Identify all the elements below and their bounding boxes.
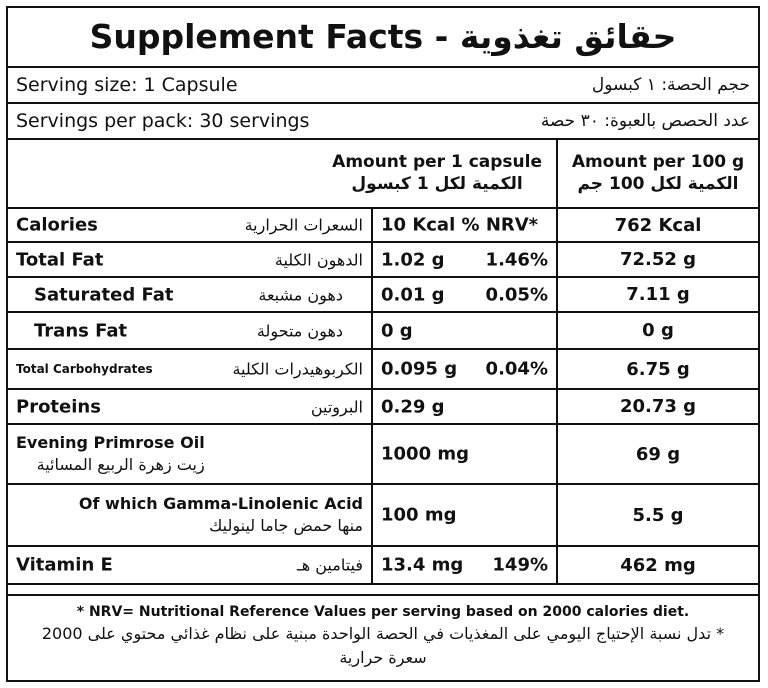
row-amount-value: 10 Kcal % NRV*: [381, 214, 539, 236]
row-amount-nrv: 1.46%: [485, 249, 548, 270]
row-amount: [372, 484, 557, 546]
header-per-100g: [557, 138, 758, 208]
row-per-100g: 7.11 g: [557, 277, 758, 312]
header-per-capsule-ar: الكمية لكل 1 كبسول: [351, 173, 523, 194]
servings-per-pack-en: Servings per pack: 30 servings: [16, 110, 310, 132]
row-per-100g: 20.73 g: [557, 389, 758, 424]
row-label-ar: منها حمض جاما لينوليك: [209, 516, 363, 535]
header-per-100g-en: Amount per 100 g: [571, 151, 745, 172]
row-amount-value: 100 mg: [381, 504, 457, 526]
row-amount-value: 1.02 g: [381, 249, 445, 270]
row-label-ar: السعرات الحرارية: [244, 215, 363, 235]
row-amount-value: 1000 mg: [381, 443, 470, 465]
table-row: [8, 484, 758, 546]
row-label: [8, 349, 372, 389]
header-spacer: [8, 138, 372, 208]
row-label-ar: البروتين: [310, 397, 363, 416]
table-header-row: [8, 138, 758, 208]
row-label-en: Total Carbohydrates: [16, 362, 153, 376]
header-per-capsule: [332, 138, 557, 208]
row-amount: [372, 312, 557, 349]
row-label-ar: دهون متحولة: [256, 321, 343, 340]
row-label: [8, 546, 372, 584]
row-amount-value: 0.095 g: [381, 358, 458, 380]
row-amount-nrv: 0.05%: [485, 284, 548, 305]
row-label-ar: الدهون الكلية: [274, 250, 363, 269]
row-label-ar: زيت زهرة الربيع المسائية: [36, 455, 205, 474]
row-amount: [372, 424, 557, 484]
row-label-en: Calories: [16, 214, 98, 236]
row-label: [8, 312, 372, 349]
row-label-en: Proteins: [16, 396, 101, 417]
row-label-en: Vitamin E: [16, 554, 113, 576]
row-amount-value: 0.29 g: [381, 396, 445, 417]
row-per-100g: 462 mg: [557, 546, 758, 584]
row-label-ar: دهون مشبعة: [258, 285, 343, 304]
row-amount-nrv: 0.04%: [485, 358, 548, 380]
table-row: [8, 277, 758, 312]
row-per-100g: 72.52 g: [557, 242, 758, 277]
row-per-100g: 0 g: [557, 312, 758, 349]
row-label-ar: الكربوهيدرات الكلية: [232, 359, 363, 379]
row-label: [8, 242, 372, 277]
page-title: Supplement Facts - حقائق تغذوية: [8, 8, 758, 68]
footnote-en: * NRV= Nutritional Reference Values per serving based on 2000 calories diet.: [76, 604, 690, 620]
row-amount: [372, 242, 557, 277]
row-label: [8, 277, 372, 312]
row-per-100g: 69 g: [557, 424, 758, 484]
header-per-capsule-en: Amount per 1 capsule: [332, 151, 542, 172]
serving-size-ar: حجم الحصة: ١ كبسول: [591, 75, 750, 95]
serving-size-en: Serving size: 1 Capsule: [16, 74, 238, 96]
row-label-en: Of which Gamma-Linolenic Acid: [78, 494, 363, 513]
footnote: [8, 594, 758, 680]
row-amount: [372, 349, 557, 389]
row-label: [8, 208, 372, 242]
row-amount: [372, 208, 557, 242]
row-label-en: Total Fat: [16, 249, 104, 270]
row-label: [8, 484, 372, 546]
header-per-100g-ar: الكمية لكل 100 جم: [577, 173, 739, 194]
row-label-ar: فيتامين هـ: [297, 555, 363, 575]
row-amount-value: 0 g: [381, 320, 413, 341]
row-amount: [372, 277, 557, 312]
row-label: [8, 389, 372, 424]
footnote-ar: * تدل نسبة الإحتياج اليومي على المغذيات في الحصة الواحدة مبنية على نظام غذائي محتوي على 2000 سعرة حرارية: [41, 624, 725, 667]
table-row: [8, 312, 758, 349]
row-per-100g: 5.5 g: [557, 484, 758, 546]
table-row: [8, 389, 758, 424]
row-per-100g: 762 Kcal: [557, 208, 758, 242]
row-per-100g: 6.75 g: [557, 349, 758, 389]
nutrition-table: [8, 138, 758, 585]
row-amount: [372, 389, 557, 424]
serving-size-row: [8, 68, 758, 104]
table-row: [8, 242, 758, 277]
row-amount-value: 13.4 mg: [381, 554, 464, 576]
row-label-en: Saturated Fat: [34, 284, 174, 305]
row-amount-value: 0.01 g: [381, 284, 445, 305]
table-row: [8, 546, 758, 584]
supplement-facts-panel: [6, 6, 760, 682]
row-amount: [372, 546, 557, 584]
row-label-en: Trans Fat: [34, 320, 128, 341]
row-label-en: Evening Primrose Oil: [16, 433, 205, 452]
table-row: [8, 208, 758, 242]
servings-per-pack-ar: عدد الحصص بالعبوة: ٣٠ حصة: [540, 111, 750, 131]
table-row: [8, 424, 758, 484]
row-amount-nrv: 149%: [492, 554, 548, 576]
table-row: [8, 349, 758, 389]
servings-per-pack-row: [8, 104, 758, 140]
row-label: [8, 424, 372, 484]
